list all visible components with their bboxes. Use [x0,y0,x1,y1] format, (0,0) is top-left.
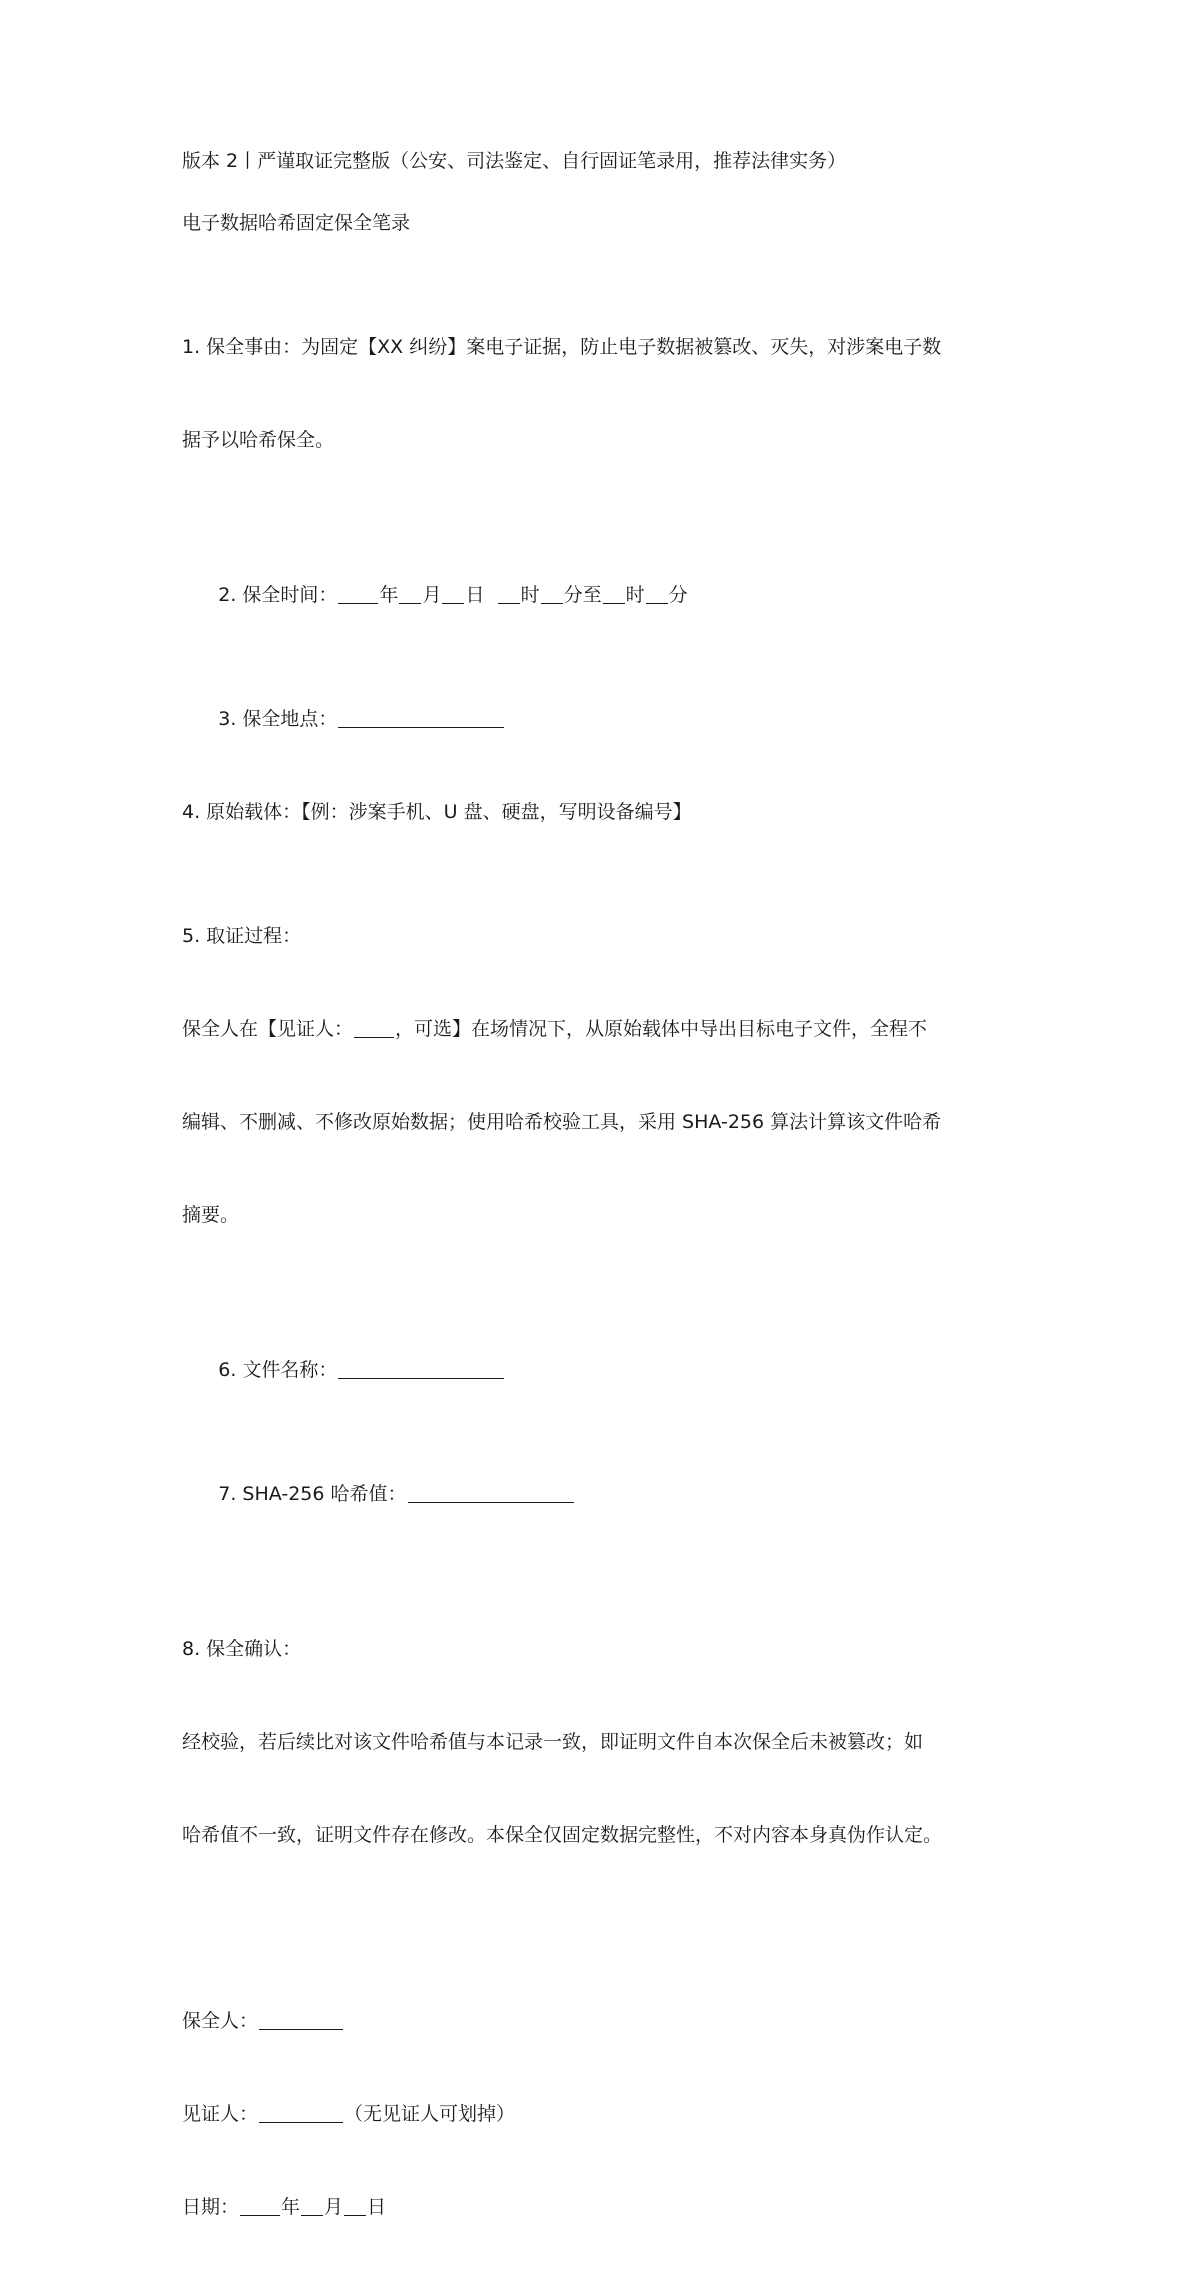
signature-date [182,2192,1022,2223]
version-line: 版本 2丨严谨取证完整版（公安、司法鉴定、自行固证笔录用，推荐法律实务） [182,150,847,172]
witness-blank [259,2100,343,2123]
day-blank [442,581,464,604]
item2-min1: 分至 [563,584,602,606]
date-month-blank [301,2193,323,2216]
location-blank [338,705,504,728]
date-label: 日期： [182,2196,240,2218]
item-evidence-process [182,859,1022,1293]
file-name-blank [338,1356,504,1379]
min2-blank [646,581,668,604]
item8-line1: 经校验，若后续比对该文件哈希值与本记录一致，即证明文件自本次保全后未被篡改；如 [182,1731,924,1753]
hour2-blank [603,581,625,604]
item2-hour1: 时 [520,584,540,606]
signature-preserver [182,2006,1022,2037]
item5-line1 [182,1014,1022,1045]
item3-label: 3. 保全地点： [218,708,338,730]
min1-blank [541,581,563,604]
date-day-blank [344,2193,366,2216]
item-sha256-hash [182,1448,1022,1541]
item7-label: 7. SHA-256 哈希值： [218,1483,407,1505]
item2-day: 日 [465,584,485,606]
preserver-blank [259,2007,343,2030]
month-blank [399,581,421,604]
item8-line2: 哈希值不一致，证明文件存在修改。本保全仅固定数据完整性，不对内容本身真伪作认定。 [182,1824,943,1846]
document-body [182,146,1022,2285]
preserver-label: 保全人： [182,2010,259,2032]
item5-line2: 编辑、不删减、不修改原始数据；使用哈希校验工具，采用 SHA-256 算法计算该文件哈希 [182,1111,942,1133]
signature-block [182,1944,1022,2285]
item-file-name [182,1324,1022,1417]
item6-label: 6. 文件名称： [218,1359,338,1381]
item1-line2: 据予以哈希保全。 [182,429,335,451]
date-year-blank [240,2193,280,2216]
date-month: 月 [324,2196,344,2218]
document-title: 电子数据哈希固定保全笔录 [182,212,411,234]
date-day: 日 [367,2196,387,2218]
witness-note: （无见证人可划掉） [344,2103,516,2125]
item5-line1-post: ，可选】在场情况下，从原始载体中导出目标电子文件，全程不 [395,1018,928,1040]
item5-line3: 摘要。 [182,1204,240,1226]
item-preservation-reason [182,270,1022,518]
item2-label: 2. 保全时间： [218,584,338,606]
witness-label: 见证人： [182,2103,259,2125]
item2-month: 月 [422,584,442,606]
item-preservation-confirmation [182,1572,1022,1913]
date-year: 年 [281,2196,301,2218]
item5-line1-pre: 保全人在【见证人： [182,1018,354,1040]
year-blank [338,581,378,604]
witness-inline-blank [354,1015,394,1038]
item-preservation-location [182,673,1022,766]
item-original-carrier: 4. 原始载体：【例：涉案手机、U 盘、硬盘，写明设备编号】 [182,801,692,823]
item2-year: 年 [379,584,399,606]
item1-line1: 1. 保全事由：为固定【XX 纠纷】案电子证据，防止电子数据被篡改、灭失，对涉案电子数 [182,336,942,358]
hour1-blank [498,581,520,604]
item-preservation-time [182,549,1022,642]
hash-value-blank [408,1480,574,1503]
item2-min2: 分 [668,584,688,606]
item5-label: 5. 取证过程： [182,925,302,947]
signature-witness [182,2099,1022,2130]
item8-label: 8. 保全确认： [182,1638,302,1660]
item2-hour2: 时 [625,584,645,606]
